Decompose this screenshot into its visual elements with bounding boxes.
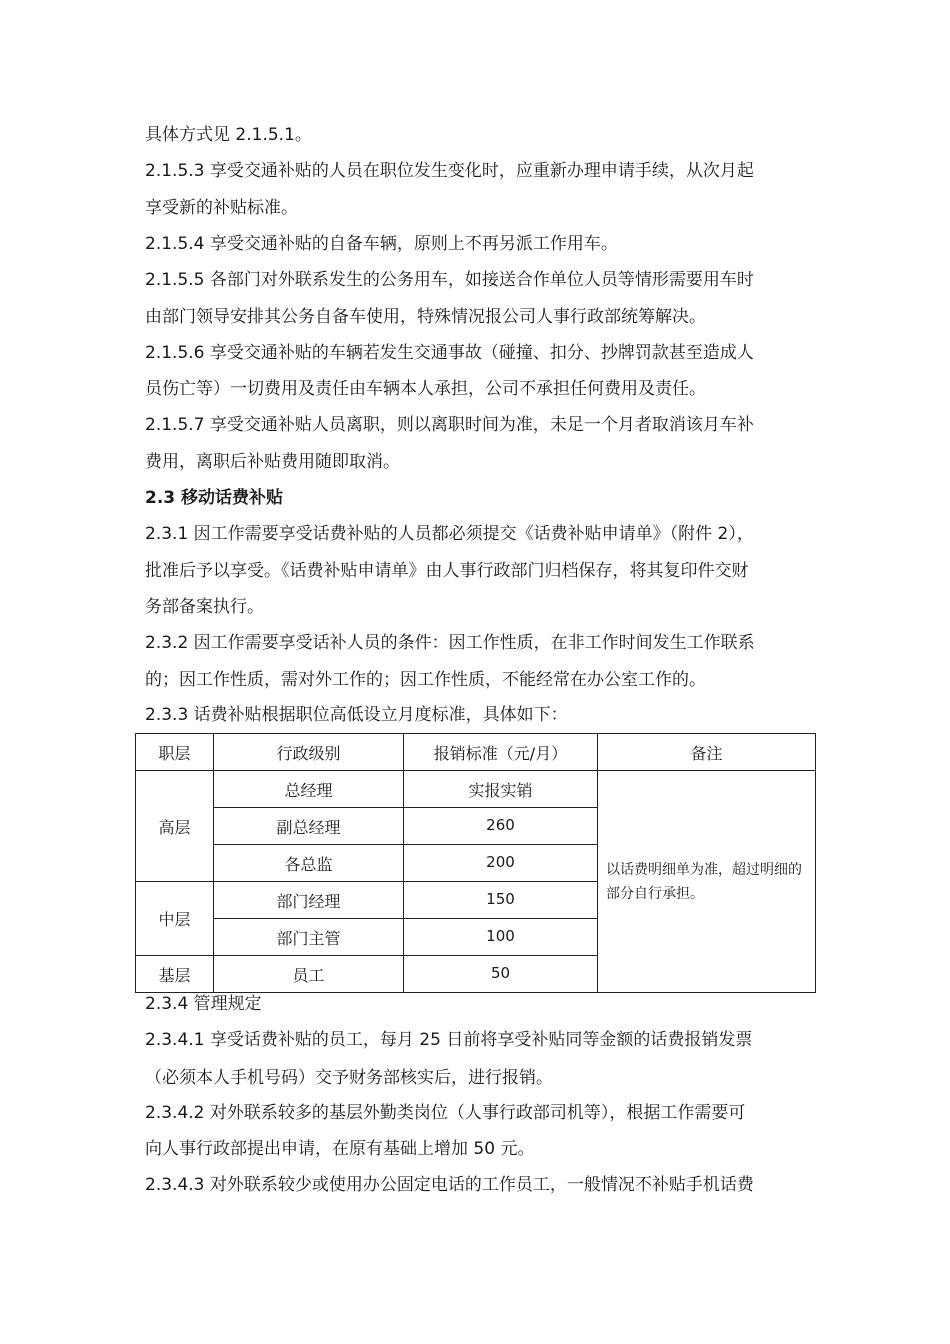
level-cell: 员工	[214, 956, 404, 993]
standard-cell: 100	[404, 919, 598, 956]
text-line: 2.1.5.3 享受交通补贴的人员在职位发生变化时，应重新办理申请手续，从次月起	[145, 161, 754, 181]
table-header-row	[136, 734, 816, 771]
header-cell: 职层	[136, 734, 214, 771]
text-line: 的；因工作性质，需对外工作的；因工作性质，不能经常在办公室工作的。	[145, 670, 706, 690]
standard-cell: 260	[404, 808, 598, 845]
standard-cell: 实报实销	[404, 771, 598, 808]
header-cell: 报销标准（元/月）	[404, 734, 598, 771]
text-line: 2.1.5.4 享受交通补贴的自备车辆，原则上不再另派工作用车。	[145, 234, 618, 254]
standard-cell: 50	[404, 956, 598, 993]
text-line: 2.3.4.1 享受话费补贴的员工，每月 25 日前将享受补贴同等金额的话费报销发票	[145, 1030, 753, 1050]
level-cell: 副总经理	[214, 808, 404, 845]
standard-cell: 150	[404, 882, 598, 919]
text-line: 2.3.4.2 对外联系较多的基层外勤类岗位（人事行政部司机等），根据工作需要可	[145, 1103, 746, 1123]
text-line: 享受新的补贴标准。	[145, 198, 298, 218]
text-line: 2.3.3 话费补贴根据职位高低设立月度标准，具体如下：	[145, 705, 568, 725]
text-line: 2.1.5.5 各部门对外联系发生的公务用车，如接送合作单位人员等情形需要用车时	[145, 270, 754, 290]
text-line: 务部备案执行。	[145, 597, 264, 617]
section-heading: 2.3 移动话费补贴	[145, 488, 284, 508]
group-cell-senior: 高层	[136, 771, 214, 882]
text-line: 2.3.1 因工作需要享受话费补贴的人员都必须提交《话费补贴申请单》（附件 2），	[145, 524, 754, 544]
header-cell: 行政级别	[214, 734, 404, 771]
phone-allowance-table	[135, 733, 816, 993]
remark-cell: 以话费明细单为准，超过明细的部分自行承担。	[598, 771, 816, 993]
text-line: 2.1.5.6 享受交通补贴的车辆若发生交通事故（碰撞、扣分、抄牌罚款甚至造成人	[145, 343, 754, 363]
text-line: 员伤亡等）一切费用及责任由车辆本人承担，公司不承担任何费用及责任。	[145, 379, 706, 399]
level-cell: 总经理	[214, 771, 404, 808]
level-cell: 部门经理	[214, 882, 404, 919]
group-cell-middle: 中层	[136, 882, 214, 956]
level-cell: 部门主管	[214, 919, 404, 956]
group-cell-base: 基层	[136, 956, 214, 993]
text-line: 具体方式见 2.1.5.1。	[145, 125, 312, 145]
standard-cell: 200	[404, 845, 598, 882]
text-line: 2.3.2 因工作需要享受话补人员的条件：因工作性质，在非工作时间发生工作联系	[145, 633, 755, 653]
table-row	[136, 771, 816, 808]
text-line: 2.3.4.3 对外联系较少或使用办公固定电话的工作员工，一般情况不补贴手机话费	[145, 1175, 754, 1195]
text-line: （必须本人手机号码）交予财务部核实后，进行报销。	[145, 1068, 553, 1088]
level-cell: 各总监	[214, 845, 404, 882]
header-cell: 备注	[598, 734, 816, 771]
text-line: 批准后予以享受。《话费补贴申请单》由人事行政部门归档保存，将其复印件交财	[145, 561, 749, 581]
text-line: 由部门领导安排其公务自备车使用，特殊情况报公司人事行政部统筹解决。	[145, 307, 706, 327]
text-line: 2.1.5.7 享受交通补贴人员离职，则以离职时间为准，未足一个月者取消该月车补	[145, 415, 754, 435]
text-line: 费用，离职后补贴费用随即取消。	[145, 452, 400, 472]
text-line: 向人事行政部提出申请，在原有基础上增加 50 元。	[145, 1139, 535, 1159]
text-line: 2.3.4 管理规定	[145, 994, 262, 1014]
